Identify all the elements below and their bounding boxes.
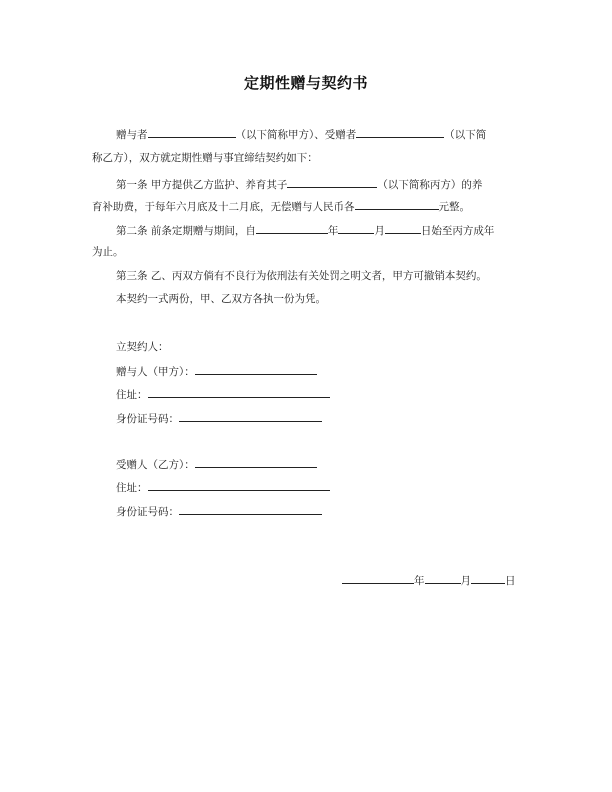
- clause-2-text-b: 日始至丙方成年: [420, 225, 495, 237]
- date-day-blank[interactable]: [471, 572, 505, 584]
- clause-1-line-1: [116, 176, 482, 192]
- party-a-address-label: 住址：: [116, 389, 148, 401]
- start-month-blank[interactable]: [338, 222, 374, 234]
- clause-1-text-c: 育补助费，于每年六月底及十二月底，无偿赠与人民币各: [92, 201, 355, 213]
- party-a-id-label: 身份证号码：: [116, 413, 179, 425]
- month-label: 月: [374, 225, 385, 237]
- date-month-blank[interactable]: [425, 572, 461, 584]
- party-a-id-row: [116, 410, 322, 426]
- start-year-blank[interactable]: [256, 222, 328, 234]
- intro-line-2: 称乙方），双方就定期性赠与事宜缔结契约如下：: [92, 152, 318, 164]
- party-b-id-label: 身份证号码：: [116, 506, 179, 518]
- clause-1-text-d: 元整。: [438, 201, 470, 213]
- party-a-address-blank[interactable]: [148, 386, 330, 398]
- party-a-row: [116, 363, 317, 379]
- clause-2-line-2: 为止。: [92, 246, 124, 258]
- donor-name-blank[interactable]: [148, 126, 236, 138]
- party-a-signature-blank[interactable]: [195, 363, 317, 375]
- closing-line: 本契约一式两份，甲、乙双方各执一份为凭。: [116, 293, 326, 305]
- date-year-blank[interactable]: [342, 572, 414, 584]
- clause-2-line-1: [116, 222, 494, 238]
- party-b-address-blank[interactable]: [148, 479, 330, 491]
- party-b-id-row: [116, 503, 322, 519]
- donee-name-blank[interactable]: [356, 126, 444, 138]
- party-b-row: [116, 456, 317, 472]
- child-name-blank[interactable]: [287, 176, 377, 188]
- party-b-label: 受赠人（乙方）：: [116, 459, 195, 471]
- party-a-address-row: [116, 386, 330, 402]
- clause-3-line-1: 第三条 乙、丙双方倘有不良行为依刑法有关处罚之明文者，甲方可撤销本契约。: [116, 270, 487, 282]
- party-b-address-label: 住址：: [116, 482, 148, 494]
- party-a-label: 赠与人（甲方）：: [116, 366, 195, 378]
- date-day-label: 日: [505, 575, 516, 587]
- signatories-header: 立契约人：: [116, 341, 169, 353]
- intro-line-1: [116, 126, 486, 142]
- clause-2-text-a: 第二条 前条定期赠与期间，自: [116, 225, 256, 237]
- date-year-label: 年: [414, 575, 425, 587]
- clause-1-text-b: （以下简称丙方）的养: [377, 179, 483, 191]
- donor-label: 赠与者: [116, 129, 148, 141]
- party-b-id-blank[interactable]: [179, 503, 322, 515]
- intro-text-b: （以下简: [444, 129, 487, 141]
- start-day-blank[interactable]: [385, 222, 421, 234]
- date-month-label: 月: [460, 575, 471, 587]
- year-label: 年: [327, 225, 339, 237]
- date-line: [342, 572, 516, 588]
- document-title: 定期性赠与契约书: [243, 74, 368, 92]
- amount-blank[interactable]: [355, 198, 439, 210]
- clause-1-line-2: [92, 198, 470, 214]
- intro-text-a: （以下简称甲方）、受赠者: [235, 129, 357, 141]
- party-b-signature-blank[interactable]: [195, 456, 317, 468]
- party-a-id-blank[interactable]: [179, 410, 322, 422]
- party-b-address-row: [116, 479, 330, 495]
- clause-1-text-a: 第一条 甲方提供乙方监护、养育其子: [116, 179, 288, 191]
